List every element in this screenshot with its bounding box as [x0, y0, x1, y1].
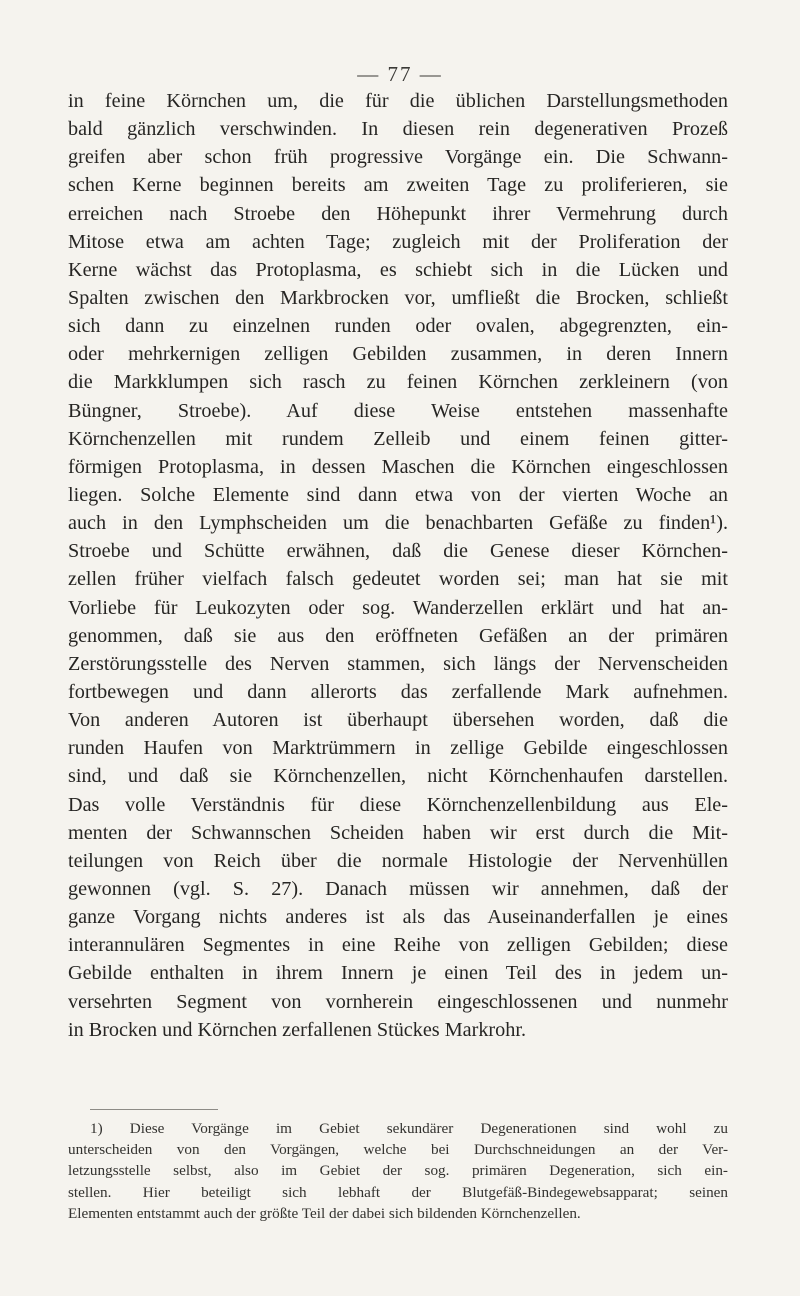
text-line: fortbewegen und dann allerorts das zerfallende Mark aufnehmen. — [68, 680, 728, 703]
text-line: schen Kerne beginnen bereits am zweiten Tage zu proliferieren, sie — [68, 174, 728, 197]
footnote-line: 1) Diese Vorgänge im Gebiet sekundärer Degenerationen sind wohl zu — [90, 1120, 728, 1137]
text-line: runden Haufen von Marktrümmern in zellige Gebilde eingeschlossen — [68, 737, 728, 760]
footnote-line: stellen. Hier beteiligt sich lebhaft der Blutgefäß-Bindegewebsapparat; seinen — [68, 1183, 728, 1201]
footnote-line: Elementen entstammt auch der größte Teil der dabei sich bildenden Körnchenzellen. — [68, 1204, 581, 1222]
text-line: Körnchenzellen mit rundem Zelleib und einem feinen gitter- — [68, 427, 728, 450]
text-line: teilungen von Reich über die normale Histologie der Nervenhüllen — [68, 849, 728, 872]
text-line: liegen. Solche Elemente sind dann etwa von der vierten Woche an — [68, 483, 728, 506]
text-line: interannulären Segmentes in eine Reihe von zelligen Gebilden; diese — [68, 934, 728, 957]
text-line: greifen aber schon früh progressive Vorgänge ein. Die Schwann- — [68, 146, 728, 169]
text-line: in Brocken und Körnchen zerfallenen Stückes Markrohr. — [68, 1018, 526, 1041]
text-line: erreichen nach Stroebe den Höhepunkt ihrer Vermehrung durch — [68, 202, 728, 225]
text-line: oder mehrkernigen zelligen Gebilden zusammen, in deren Innern — [68, 343, 728, 366]
page-number-header: — 77 — — [357, 62, 443, 86]
text-line: Gebilde enthalten in ihrem Innern je einen Teil des in jedem un- — [68, 962, 728, 985]
text-line: förmigen Protoplasma, in dessen Maschen die Körnchen eingeschlossen — [68, 455, 728, 478]
footnote-line: unterscheiden von den Vorgängen, welche bei Durchschneidungen an der Ver- — [68, 1141, 728, 1159]
text-line: sich dann zu einzelnen runden oder ovalen, abgegrenzten, ein- — [68, 315, 728, 338]
text-line: auch in den Lymphscheiden um die benachbarten Gefäße zu finden¹). — [68, 512, 728, 535]
text-line: Spalten zwischen den Markbrocken vor, umfließt die Brocken, schließt — [68, 286, 728, 309]
text-line: Büngner, Stroebe). Auf diese Weise entstehen massenhafte — [68, 399, 728, 422]
main-text-block — [68, 87, 728, 1044]
text-line: sind, und daß sie Körnchenzellen, nicht Körnchenhaufen darstellen. — [68, 765, 728, 788]
text-line: Mitose etwa am achten Tage; zugleich mit der Proliferation der — [68, 230, 728, 253]
text-line: gewonnen (vgl. S. 27). Danach müssen wir annehmen, daß der — [68, 877, 728, 900]
text-line: bald gänzlich verschwinden. In diesen rein degenerativen Prozeß — [68, 118, 728, 141]
text-line: Kerne wächst das Protoplasma, es schiebt sich in die Lücken und — [68, 258, 728, 281]
footnote-line: letzungsstelle selbst, also im Gebiet der sog. primären Degeneration, sich ein- — [68, 1162, 728, 1180]
text-line: die Markklumpen sich rasch zu feinen Körnchen zerkleinern (von — [68, 371, 728, 394]
footnote-divider — [90, 1109, 218, 1110]
text-line: versehrten Segment von vornherein eingeschlossenen und nunmehr — [68, 990, 728, 1013]
footnote-block — [68, 1118, 728, 1224]
text-line: genommen, daß sie aus den eröffneten Gefäßen an der primären — [68, 624, 728, 647]
text-line: Zerstörungsstelle des Nerven stammen, sich längs der Nervenscheiden — [68, 652, 728, 675]
text-line: ganze Vorgang nichts anderes ist als das Auseinanderfallen je eines — [68, 906, 728, 929]
text-line: zellen früher vielfach falsch gedeutet worden sei; man hat sie mit — [68, 568, 728, 591]
text-line: Stroebe und Schütte erwähnen, daß die Genese dieser Körnchen- — [68, 540, 728, 563]
text-line: in feine Körnchen um, die für die üblichen Darstellungsmethoden — [68, 90, 728, 112]
text-line: menten der Schwannschen Scheiden haben wir erst durch die Mit- — [68, 821, 728, 844]
text-line: Von anderen Autoren ist überhaupt übersehen worden, daß die — [68, 709, 728, 732]
text-line: Das volle Verständnis für diese Körnchenzellenbildung aus Ele- — [68, 793, 728, 816]
text-line: Vorliebe für Leukozyten oder sog. Wanderzellen erklärt und hat an- — [68, 596, 728, 619]
